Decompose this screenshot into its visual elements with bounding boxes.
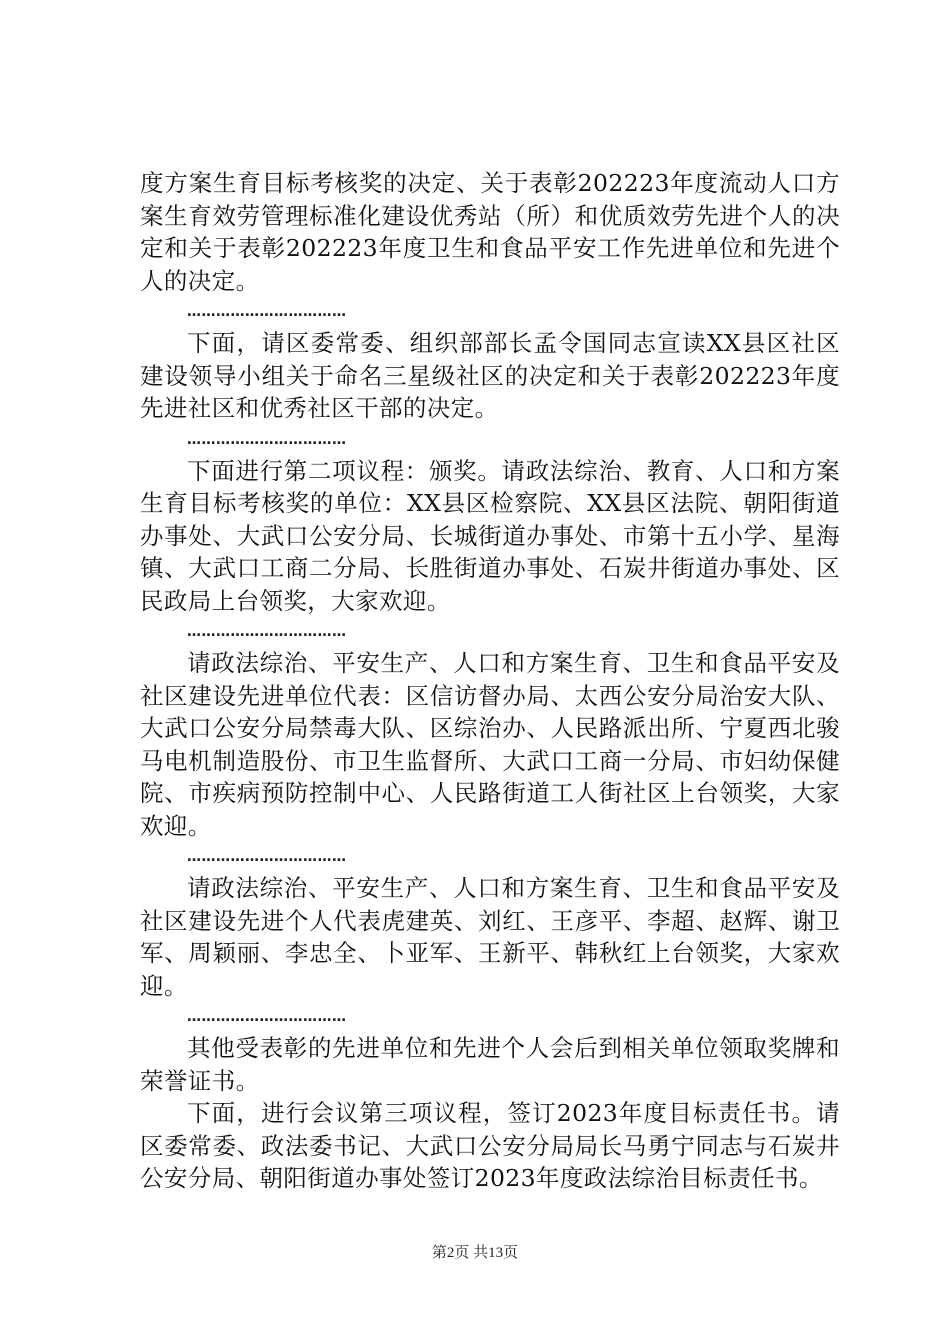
separator-3: …………………………… — [187, 624, 347, 640]
separator-2: …………………………… — [187, 431, 347, 448]
paragraph-6: 其他受表彰的先进单位和先进个人会后到相关单位领取奖牌和荣誉证书。 — [140, 1034, 840, 1095]
separator-1: …………………………… — [187, 304, 347, 320]
paragraph-5: 请政法综治、平安生产、人口和方案生育、卫生和食品平安及社区建设先进个人代表虎建英、刘红、王彦平、李超、赵辉、谢卫军、周颖丽、李忠全、卜亚军、王新平、韩秋红上台领奖，大家欢迎。 — [140, 874, 840, 1000]
separator-4: …………………………… — [187, 849, 347, 865]
paragraph-3: 下面进行第二项议程：颁奖。请政法综治、教育、人口和方案生育目标考核奖的单位：XX县区检察院、XX县区法院、朝阳街道办事处、大武口公安分局、长城街道办事处、市第十五小学、星海镇、大武口工商二分局、长胜街道办事处、石炭井街道办事处、区民政局上台领奖，大家欢迎。 — [140, 456, 840, 615]
separator-5: …………………………… — [187, 1009, 347, 1025]
paragraph-2: 下面，请区委常委、组织部部长孟令国同志宣读XX县区社区建设领导小组关于命名三星级社区的决定和关于表彰202223年度先进社区和优秀社区干部的决定。 — [140, 329, 840, 422]
paragraph-1: 度方案生育目标考核奖的决定、关于表彰202223年度流动人口方案生育效劳管理标准化建设优秀站（所）和优质效劳先进个人的决定和关于表彰202223年度卫生和食品平安工作先进单位和先进个人的决定。 — [140, 169, 840, 295]
paragraph-7: 下面，进行会议第三项议程，签订2023年度目标责任书。请区委常委、政法委书记、大武口公安分局局长马勇宁同志与石炭井公安分局、朝阳街道办事处签订2023年度政法综治目标责任书。 — [140, 1099, 840, 1192]
document-body — [140, 167, 840, 1195]
page-footer: 第2页 共13页 — [431, 1245, 519, 1261]
paragraph-4: 请政法综治、平安生产、人口和方案生育、卫生和食品平安及社区建设先进单位代表：区信访督办局、太西公安分局治安大队、大武口公安分局禁毒大队、区综治办、人民路派出所、宁夏西北骏马电机制造股份、市卫生监督所、大武口工商一分局、市妇幼保健院、市疾病预防控制中心、人民路街道工人街社区上台领奖，大家欢迎。 — [140, 649, 840, 840]
